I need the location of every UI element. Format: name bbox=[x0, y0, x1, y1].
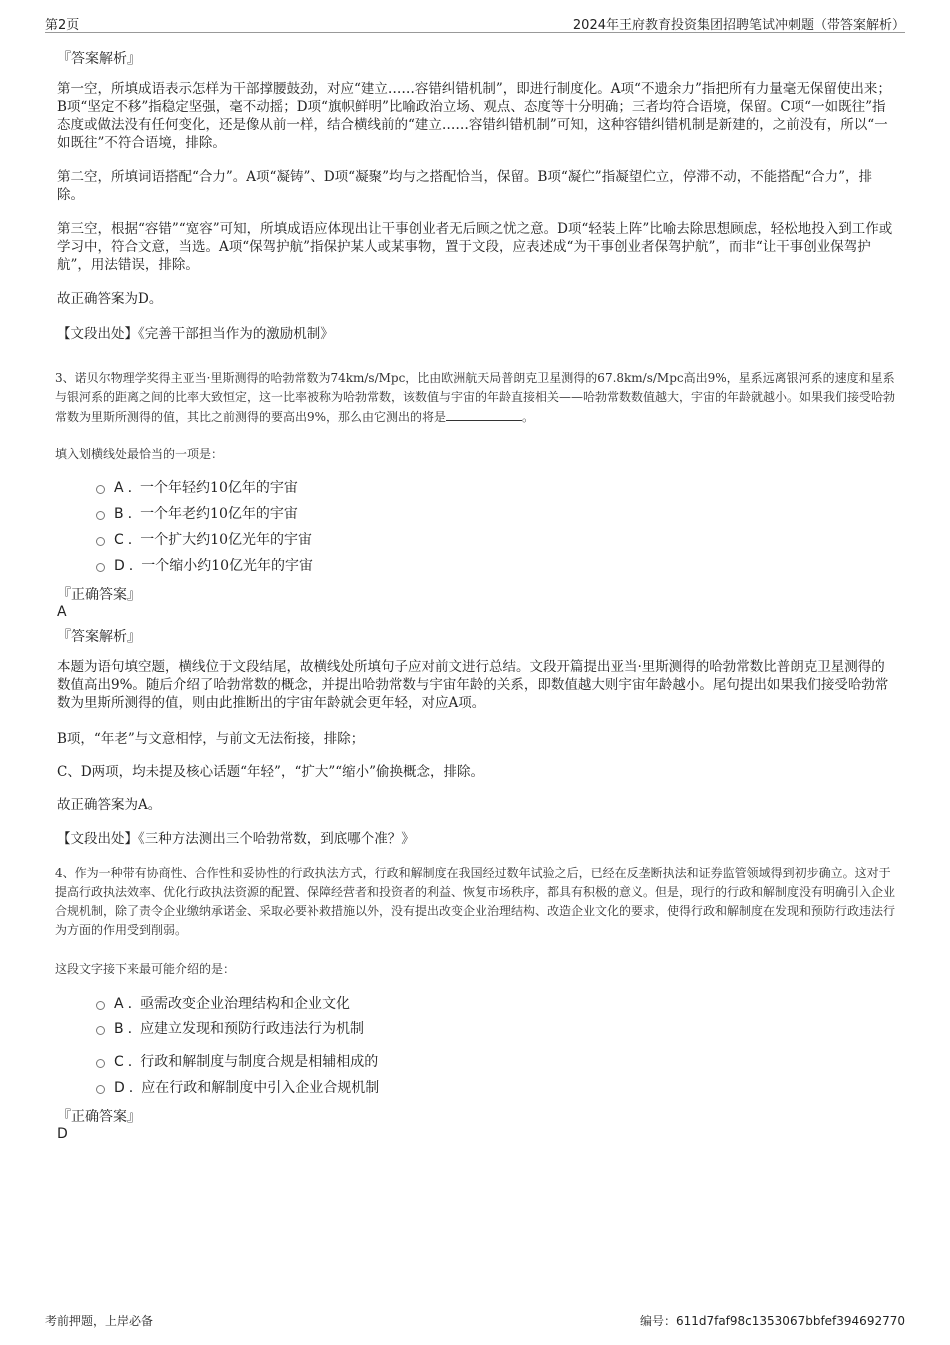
option-separator: . bbox=[127, 996, 133, 1012]
q4-option-b[interactable] bbox=[96, 1019, 364, 1039]
q3-analysis-p3: C、D两项，均未提及核心话题“年轻”，“扩大”“缩小”偷换概念，排除。 bbox=[57, 764, 485, 780]
q3-option-a[interactable] bbox=[96, 478, 298, 498]
option-text: 一个年老约10亿年的宇宙 bbox=[140, 506, 298, 522]
footer-note: 考前押题，上岸必备 bbox=[45, 1314, 154, 1328]
radio-icon[interactable] bbox=[96, 1026, 105, 1035]
page-header bbox=[45, 14, 905, 33]
option-separator: . bbox=[128, 558, 134, 574]
document-code: 编号：611d7faf98c1353067bbfef394692770 bbox=[639, 1314, 905, 1328]
q3-prompt: 填入划横线处最恰当的一项是： bbox=[55, 447, 224, 461]
q3-analysis-label: 『答案解析』 bbox=[57, 629, 141, 645]
q3-conclusion: 故正确答案为A。 bbox=[57, 797, 162, 813]
option-letter: D bbox=[114, 558, 125, 574]
q3-question-end: 。 bbox=[522, 410, 535, 424]
radio-icon[interactable] bbox=[96, 1059, 105, 1068]
option-text: 一个缩小约10亿光年的宇宙 bbox=[141, 558, 314, 574]
option-separator: . bbox=[127, 1054, 133, 1070]
q4-correct-label: 『正确答案』 bbox=[57, 1109, 141, 1125]
page-footer bbox=[45, 1312, 905, 1330]
radio-icon[interactable] bbox=[96, 511, 105, 520]
option-separator: . bbox=[127, 480, 133, 496]
q3-analysis-p2: B项，“年老”与文意相悖，与前文无法衔接，排除； bbox=[57, 731, 365, 747]
option-text: 应在行政和解制度中引入企业合规机制 bbox=[141, 1080, 380, 1096]
option-separator: . bbox=[127, 532, 133, 548]
option-text: 一个扩大约10亿光年的宇宙 bbox=[140, 532, 313, 548]
q3-correct-answer: A bbox=[57, 604, 67, 620]
q3-source: 【文段出处】《三种方法测出三个哈勃常数，到底哪个准？》 bbox=[57, 831, 415, 847]
q3-analysis-p1: 本题为语句填空题，横线位于文段结尾，故横线处所填句子应对前文进行总结。文段开篇提出亚当·里斯测得的哈勃常数比普朗克卫星测得的数值高出9%。随后介绍了哈勃常数的概念，并提出哈勃常数与宇宙年龄的关系，即数值越大则宇宙年龄越小。尾句提出如果我们接受哈勃常数为里斯所测得的值，则由此推断出的宇宙年龄就会更年轻，对应A项。 bbox=[57, 659, 889, 711]
radio-icon[interactable] bbox=[96, 485, 105, 494]
q3-option-c[interactable] bbox=[96, 530, 312, 550]
q2-analysis-label: 『答案解析』 bbox=[57, 51, 141, 67]
q4-option-c[interactable] bbox=[96, 1052, 378, 1072]
option-separator: . bbox=[127, 1021, 133, 1037]
option-letter: A bbox=[114, 996, 124, 1012]
q2-analysis-p1: 第一空，所填成语表示怎样为干部撑腰鼓劲，对应“建立……容错纠错机制”，即进行制度化。A项“不遗余力”指把所有力量毫无保留使出来；B项“坚定不移”指稳定坚强，毫不动摇；D项“旗帜鲜明”比喻政治立场、观点、态度等十分明确；三者均符合语境，保留。C项“一如既往”指态度或做法没有任何变化，还是像从前一样，结合横线前的“建立……容错纠错机制”可知，这种容错纠错机制是新建的，之前没有，所以“一如既往”不符合语境，排除。 bbox=[57, 81, 891, 151]
q4-option-d[interactable] bbox=[96, 1078, 379, 1098]
option-letter: B bbox=[114, 1021, 124, 1037]
option-text: 应建立发现和预防行政违法行为机制 bbox=[140, 1021, 365, 1037]
q2-conclusion: 故正确答案为D。 bbox=[57, 291, 163, 307]
option-letter: D bbox=[114, 1080, 125, 1096]
document-title: 2024年王府教育投资集团招聘笔试冲刺题（带答案解析） bbox=[572, 18, 905, 33]
q4-question-text: 4、作为一种带有协商性、合作性和妥协性的行政执法方式，行政和解制度在我国经过数年试验之后，已经在反垄断执法和证券监管领域得到初步确立。这对于提高行政执法效率、优化行政执法资源的配置、保障经营者和投资者的利益、恢复市场秩序，都具有积极的意义。但是，现行的行政和解制度没有明确引入企业合规机制，除了责令企业缴纳承诺金、采取必要补救措施以外，没有提出改变企业治理结构、改造企业文化的要求，使得行政和解制度在发现和预防行政违法行为方面的作用受到削弱。 bbox=[55, 866, 896, 937]
option-letter: A bbox=[114, 480, 124, 496]
q3-option-d[interactable] bbox=[96, 556, 313, 576]
q2-source: 【文段出处】《完善干部担当作为的激励机制》 bbox=[57, 326, 334, 342]
option-letter: C bbox=[114, 1054, 124, 1070]
radio-icon[interactable] bbox=[96, 1085, 105, 1094]
q4-prompt: 这段文字接下来最可能介绍的是： bbox=[55, 962, 236, 976]
option-text: 一个年轻约10亿年的宇宙 bbox=[140, 480, 298, 496]
q2-analysis-p2: 第二空，所填词语搭配“合力”。A项“凝铸”、D项“凝聚”均与之搭配恰当，保留。B项“凝伫”指凝望伫立，停滞不动，不能搭配“合力”，排除。 bbox=[57, 169, 873, 203]
page-number: 第2页 bbox=[45, 18, 80, 33]
radio-icon[interactable] bbox=[96, 537, 105, 546]
q3-option-b[interactable] bbox=[96, 504, 298, 524]
option-text: 亟需改变企业治理结构和企业文化 bbox=[140, 996, 351, 1012]
q3-correct-label: 『正确答案』 bbox=[57, 587, 141, 603]
q3-question-text bbox=[55, 369, 900, 427]
q4-correct-answer: D bbox=[57, 1126, 68, 1142]
option-letter: B bbox=[114, 506, 124, 522]
q3-question-body: 3、诺贝尔物理学奖得主亚当·里斯测得的哈勃常数为74km/s/Mpc，比由欧洲航天局普朗克卫星测得的67.8km/s/Mpc高出9%，星系远离银河系的速度和星系与银河系的距离之间的比率大致恒定，这一比率被称为哈勃常数，该数值与宇宙的年龄直接相关——哈勃常数数值越大，宇宙的年龄就越小。如果我们接受哈勃常数为里斯所测得的值，其比之前测得的要高出9%，那么由它测出的将是 bbox=[55, 371, 896, 424]
q2-analysis-p3: 第三空，根据“容错”“宽容”可知，所填成语应体现出让干事创业者无后顾之忧之意。D项“轻装上阵”比喻去除思想顾虑，轻松地投入到工作或学习中，符合文意，当选。A项“保驾护航”指保护某人或某事物，置于文段，应表述成“为干事创业者保驾护航”，而非“让干事创业保驾护航”，用法错误，排除。 bbox=[57, 221, 893, 273]
option-separator: . bbox=[127, 506, 133, 522]
answer-blank bbox=[446, 407, 522, 421]
option-separator: . bbox=[128, 1080, 134, 1096]
radio-icon[interactable] bbox=[96, 1001, 105, 1010]
option-text: 行政和解制度与制度合规是相辅相成的 bbox=[140, 1054, 379, 1070]
radio-icon[interactable] bbox=[96, 563, 105, 572]
q4-option-a[interactable] bbox=[96, 994, 350, 1014]
option-letter: C bbox=[114, 532, 124, 548]
